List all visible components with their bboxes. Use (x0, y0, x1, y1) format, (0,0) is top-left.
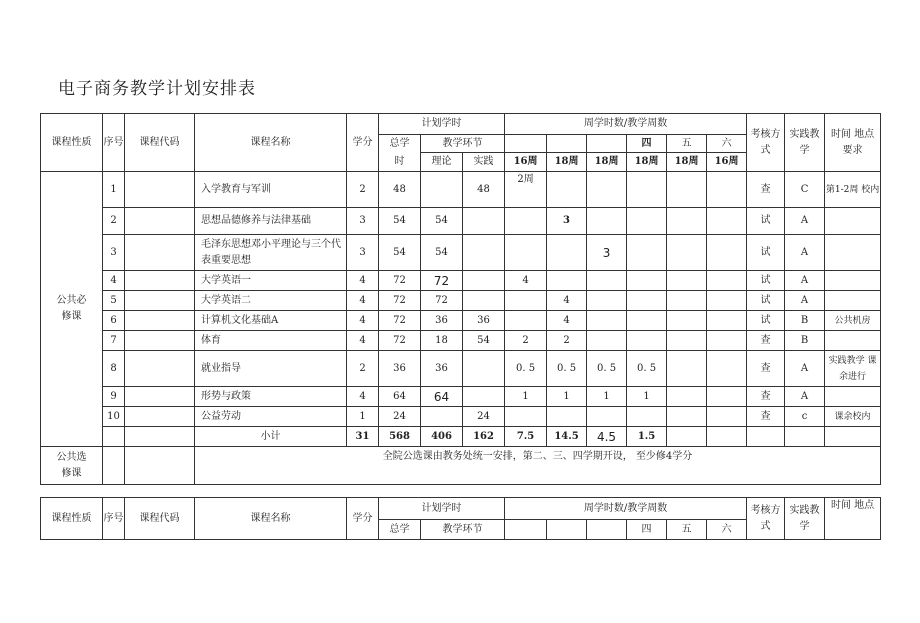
row-practice: 48 (463, 172, 505, 208)
header-week-2: 18周 (547, 153, 587, 172)
category-required: 公共必修课 (41, 172, 103, 447)
table-row: 5 大学英语二 4 72 72 4 试 A (41, 291, 881, 311)
row-name: 入学教育与军训 (195, 172, 347, 208)
page-title: 电子商务教学计划安排表 (58, 79, 256, 99)
header-weekly: 周学时数/教学周数 (505, 114, 747, 135)
t2-header-sem4: 四 (627, 520, 667, 540)
header-prac-teach: 实践教学 (785, 114, 825, 172)
header-sem4: 四 (627, 135, 667, 153)
subtotal-row: 小计 31 568 406 162 7.5 14.5 4.5 1.5 (41, 427, 881, 447)
header-total-a: 总学 (379, 135, 421, 153)
elective-note: 全院公选课由教务处统一安排，第二、三、四学期开设， 至少修4学分 (195, 447, 881, 485)
table-row: 3 毛泽东思想邓小平理论与三个代表重要思想 3 54 54 3 试 A (41, 235, 881, 271)
header-nature: 课程性质 (41, 114, 103, 172)
table-row: 9 形势与政策 4 64 64 1 1 1 1 查 A (41, 387, 881, 407)
row-total: 48 (379, 172, 421, 208)
header-exam: 考核方式 (747, 114, 785, 172)
t2-header-time-place: 时间 地点 (825, 498, 881, 540)
table-row: 10 公益劳动 1 24 24 查 c 课余校内 (41, 407, 881, 427)
header-week-3: 18周 (587, 153, 627, 172)
header-week-6: 16周 (707, 153, 747, 172)
t2-header-prac-teach: 实践教学 (785, 498, 825, 540)
t2-header-total: 总学 (379, 520, 421, 540)
elective-row (41, 447, 881, 485)
table-row: 4 大学英语一 4 72 72 4 试 A (41, 271, 881, 291)
header-credit: 学分 (347, 114, 379, 172)
table-row: 7 体育 4 72 18 54 2 2 查 B (41, 331, 881, 351)
header-week-4: 18周 (627, 153, 667, 172)
t2-header-name: 课程名称 (195, 498, 347, 540)
table-row: 8 就业指导 2 36 36 0. 5 0. 5 0. 5 0. 5 查 A 实践教学 课余进行 (41, 351, 881, 387)
header-total-b: 时 (379, 153, 421, 172)
row-credit: 2 (347, 172, 379, 208)
header-time-place-a: 时间 地点 (830, 128, 875, 140)
header-practice: 实践 (463, 153, 505, 172)
header-name: 课程名称 (195, 114, 347, 172)
header-time-place (825, 114, 881, 172)
row-no: 1 (103, 172, 125, 208)
t2-header-nature: 课程性质 (41, 498, 103, 540)
t2-header-weekly: 周学时数/教学周数 (505, 498, 747, 520)
teaching-plan-table-continued (40, 497, 881, 540)
table-row (41, 172, 881, 208)
subtotal-label: 小计 (195, 427, 347, 447)
category-elective: 公共选修课 (41, 447, 103, 485)
t2-header-credit: 学分 (347, 498, 379, 540)
t2-header-exam: 考核方式 (747, 498, 785, 540)
row-note: 第1-2周 校内 (825, 172, 881, 208)
row-week: 2周 (505, 172, 547, 208)
t2-header-sem6: 六 (707, 520, 747, 540)
teaching-plan-table (40, 113, 881, 485)
header-seq: 序号 (103, 114, 125, 172)
header-week-5: 18周 (667, 153, 707, 172)
t2-header-stage: 教学环节 (421, 520, 505, 540)
table-row: 2 思想品德修养与法律基础 3 54 54 3 试 A (41, 208, 881, 235)
row-theory (421, 172, 463, 208)
row-prac: C (785, 172, 825, 208)
header-sem6: 六 (707, 135, 747, 153)
t2-header-sem5: 五 (667, 520, 707, 540)
header-code: 课程代码 (125, 114, 195, 172)
table-row: 6 计算机文化基础A 4 72 36 36 4 试 B 公共机房 (41, 311, 881, 331)
header-plan-hours: 计划学时 (379, 114, 505, 135)
row-exam: 查 (747, 172, 785, 208)
t2-header-code: 课程代码 (125, 498, 195, 540)
t2-header-seq: 序号 (103, 498, 125, 540)
header-theory: 理论 (421, 153, 463, 172)
header-sem5: 五 (667, 135, 707, 153)
header-time-place-b: 要求 (842, 144, 863, 156)
header-stage: 教学环节 (421, 135, 505, 153)
t2-header-plan-hours: 计划学时 (379, 498, 505, 520)
header-week-1: 16周 (505, 153, 547, 172)
